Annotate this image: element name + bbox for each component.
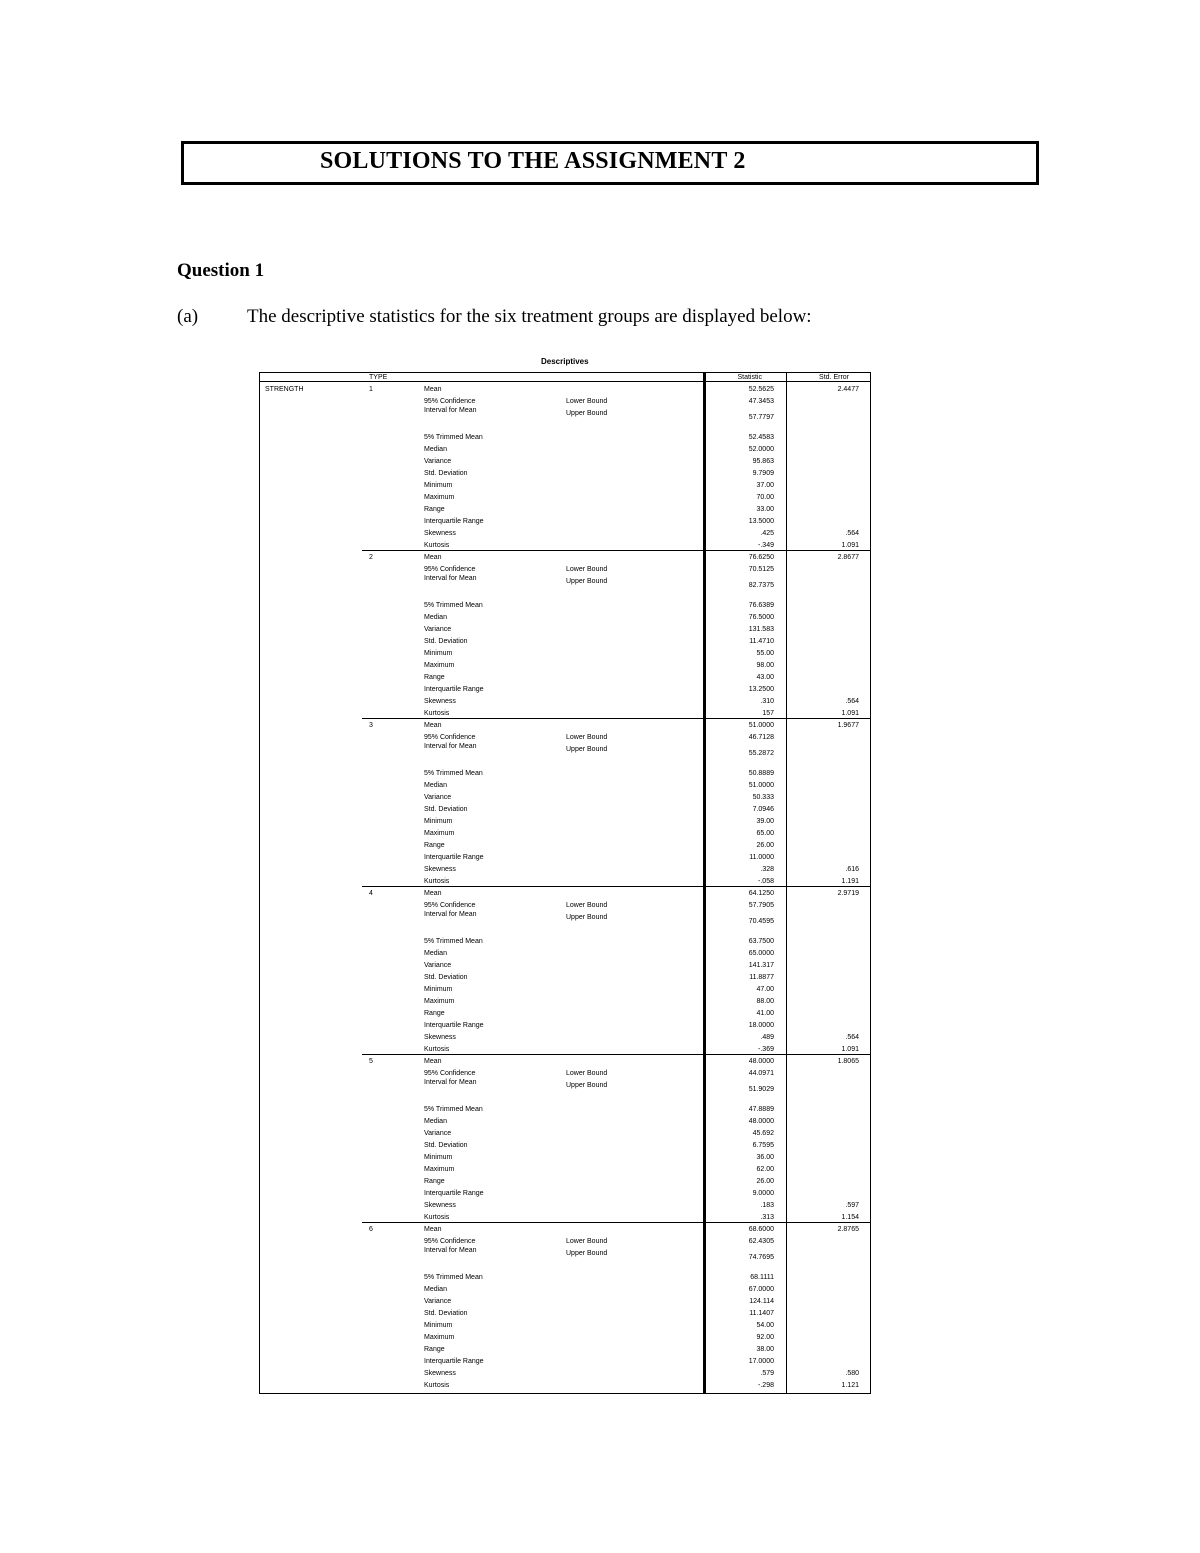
row-label: Interquartile Range bbox=[424, 1022, 484, 1029]
row-label: Mean bbox=[424, 386, 442, 393]
statistic-value: 11.1407 bbox=[749, 1310, 774, 1317]
upper-bound-label: Upper Bound bbox=[566, 1082, 608, 1089]
row-label: Median bbox=[424, 614, 447, 621]
lower-bound-label: Lower Bound bbox=[566, 734, 608, 741]
row-label: 95% Confidence bbox=[424, 1070, 476, 1077]
row-label: Mean bbox=[424, 890, 442, 897]
statistic-value: 47.8889 bbox=[748, 1106, 774, 1113]
statistic-value: 48.0000 bbox=[748, 1058, 774, 1065]
row-label: Median bbox=[424, 782, 447, 789]
row-label: 95% Confidence bbox=[424, 566, 476, 573]
statistic-value: 88.00 bbox=[756, 998, 774, 1005]
page-title: SOLUTIONS TO THE ASSIGNMENT 2 bbox=[320, 148, 746, 174]
row-label: Maximum bbox=[424, 830, 455, 837]
row-label: Range bbox=[424, 1178, 445, 1185]
statistic-value: 47.3453 bbox=[748, 398, 774, 405]
group-divider bbox=[362, 1054, 871, 1055]
stderr-value: .597 bbox=[845, 1202, 859, 1209]
statistic-value: 33.00 bbox=[756, 506, 774, 513]
statistic-value: 18.0000 bbox=[748, 1022, 774, 1029]
header-type: TYPE bbox=[369, 374, 388, 381]
row-label: Interval for Mean bbox=[424, 1079, 477, 1086]
statistic-value: 55.00 bbox=[756, 650, 774, 657]
group-type: 4 bbox=[369, 890, 373, 897]
statistic-value: .313 bbox=[760, 1214, 774, 1221]
header-statistic: Statistic bbox=[737, 374, 762, 381]
row-label: 5% Trimmed Mean bbox=[424, 434, 483, 441]
row-label: Interquartile Range bbox=[424, 1358, 484, 1365]
group-type: 6 bbox=[369, 1226, 373, 1233]
row-label: Maximum bbox=[424, 662, 455, 669]
group-divider bbox=[362, 886, 871, 887]
statistic-value: .489 bbox=[760, 1034, 774, 1041]
stderr-value: .564 bbox=[845, 1034, 859, 1041]
statistic-value: -.349 bbox=[758, 542, 774, 549]
row-label: Kurtosis bbox=[424, 1046, 450, 1053]
stderr-value: 1.091 bbox=[841, 542, 859, 549]
row-label: Skewness bbox=[424, 866, 456, 873]
statistic-value: 37.00 bbox=[756, 482, 774, 489]
statistic-value: 68.6000 bbox=[748, 1226, 774, 1233]
statistic-value: 65.0000 bbox=[748, 950, 774, 957]
statistic-value: 74.7695 bbox=[748, 1254, 774, 1261]
stderr-value: 1.9677 bbox=[837, 722, 859, 729]
row-label: Range bbox=[424, 506, 445, 513]
row-label: Range bbox=[424, 1010, 445, 1017]
title-box bbox=[181, 141, 1039, 185]
group-divider bbox=[362, 1222, 871, 1223]
row-label: Std. Deviation bbox=[424, 806, 468, 813]
statistic-value: 11.8877 bbox=[749, 974, 774, 981]
statistic-value: 11.0000 bbox=[749, 854, 774, 861]
statistic-value: 70.4595 bbox=[748, 918, 774, 925]
row-label: 95% Confidence bbox=[424, 734, 476, 741]
statistic-value: 141.317 bbox=[748, 962, 774, 969]
stderr-value: 1.154 bbox=[841, 1214, 859, 1221]
statistic-value: 65.00 bbox=[756, 830, 774, 837]
statistic-value: .328 bbox=[760, 866, 774, 873]
group-type: 5 bbox=[369, 1058, 373, 1065]
statistic-value: 7.0946 bbox=[752, 806, 774, 813]
statistic-value: .579 bbox=[760, 1370, 774, 1377]
statistic-value: 76.5000 bbox=[748, 614, 774, 621]
row-label: Minimum bbox=[424, 818, 453, 825]
row-label: Variance bbox=[424, 626, 452, 633]
statistic-value: 54.00 bbox=[756, 1322, 774, 1329]
row-label: Kurtosis bbox=[424, 1214, 450, 1221]
row-label: Std. Deviation bbox=[424, 1310, 468, 1317]
statistic-value: 62.4305 bbox=[748, 1238, 774, 1245]
stderr-value: 1.121 bbox=[841, 1382, 859, 1389]
group-type: 2 bbox=[369, 554, 373, 561]
row-label: Interquartile Range bbox=[424, 686, 484, 693]
statistic-value: 67.0000 bbox=[748, 1286, 774, 1293]
row-label: 5% Trimmed Mean bbox=[424, 602, 483, 609]
statistic-value: 52.4583 bbox=[748, 434, 774, 441]
statistic-value: 44.0971 bbox=[748, 1070, 774, 1077]
descriptives-table bbox=[259, 372, 871, 1394]
stderr-value: .616 bbox=[845, 866, 859, 873]
lower-bound-label: Lower Bound bbox=[566, 1070, 608, 1077]
lower-bound-label: Lower Bound bbox=[566, 566, 608, 573]
row-label: Maximum bbox=[424, 998, 455, 1005]
statistic-value: .425 bbox=[760, 530, 774, 537]
statistic-value: 41.00 bbox=[756, 1010, 774, 1017]
row-label: Mean bbox=[424, 722, 442, 729]
statistic-value: .310 bbox=[760, 698, 774, 705]
part-label: (a) bbox=[177, 306, 199, 327]
row-label: Kurtosis bbox=[424, 710, 450, 717]
statistic-value: 17.0000 bbox=[748, 1358, 774, 1365]
statistic-value: 63.7500 bbox=[748, 938, 774, 945]
table-caption: Descriptives bbox=[541, 357, 589, 366]
row-label: Maximum bbox=[424, 494, 455, 501]
row-label: Median bbox=[424, 446, 447, 453]
statistic-value: 26.00 bbox=[756, 842, 774, 849]
statistic-value: 52.5625 bbox=[748, 386, 774, 393]
row-label: Kurtosis bbox=[424, 878, 450, 885]
statistic-value: 82.7375 bbox=[748, 582, 774, 589]
statistic-value: -.369 bbox=[758, 1046, 774, 1053]
row-label: 5% Trimmed Mean bbox=[424, 770, 483, 777]
statistic-value: 46.7128 bbox=[748, 734, 774, 741]
statistic-value: 48.0000 bbox=[748, 1118, 774, 1125]
group-divider bbox=[362, 550, 871, 551]
statistic-value: 70.00 bbox=[756, 494, 774, 501]
row-label: Minimum bbox=[424, 650, 453, 657]
upper-bound-label: Upper Bound bbox=[566, 746, 608, 753]
row-label: Std. Deviation bbox=[424, 974, 468, 981]
row-label: Std. Deviation bbox=[424, 638, 468, 645]
statistic-value: 51.0000 bbox=[748, 782, 774, 789]
variable-label: STRENGTH bbox=[265, 386, 304, 393]
row-label: Variance bbox=[424, 1130, 452, 1137]
row-label: Interquartile Range bbox=[424, 854, 484, 861]
stderr-value: 1.191 bbox=[841, 878, 859, 885]
row-label: Interquartile Range bbox=[424, 518, 484, 525]
row-label: Variance bbox=[424, 962, 452, 969]
upper-bound-label: Upper Bound bbox=[566, 578, 608, 585]
stderr-value: 1.091 bbox=[841, 710, 859, 717]
upper-bound-label: Upper Bound bbox=[566, 1250, 608, 1257]
row-label: Interquartile Range bbox=[424, 1190, 484, 1197]
row-label: Variance bbox=[424, 794, 452, 801]
statistic-value: 9.0000 bbox=[752, 1190, 774, 1197]
row-label: Range bbox=[424, 674, 445, 681]
statistic-value: 50.333 bbox=[752, 794, 774, 801]
row-label: Mean bbox=[424, 554, 442, 561]
row-label: Interval for Mean bbox=[424, 743, 477, 750]
statistic-value: 131.583 bbox=[748, 626, 774, 633]
stderr-value: .564 bbox=[845, 698, 859, 705]
lower-bound-label: Lower Bound bbox=[566, 902, 608, 909]
row-label: Interval for Mean bbox=[424, 407, 477, 414]
statistic-value: 13.2500 bbox=[748, 686, 774, 693]
row-label: Interval for Mean bbox=[424, 1247, 477, 1254]
statistic-value: 39.00 bbox=[756, 818, 774, 825]
statistic-value: 57.7905 bbox=[748, 902, 774, 909]
statistic-value: 95.863 bbox=[752, 458, 774, 465]
header-stderr: Std. Error bbox=[819, 374, 849, 381]
row-label: Skewness bbox=[424, 1034, 456, 1041]
row-label: Median bbox=[424, 1118, 447, 1125]
statistic-value: 124.114 bbox=[749, 1298, 774, 1305]
row-label: 95% Confidence bbox=[424, 398, 476, 405]
statistic-value: 57.7797 bbox=[748, 414, 774, 421]
statistic-value: 76.6250 bbox=[748, 554, 774, 561]
statistic-value: 47.00 bbox=[756, 986, 774, 993]
row-label: 95% Confidence bbox=[424, 1238, 476, 1245]
row-label: Range bbox=[424, 842, 445, 849]
row-label: Skewness bbox=[424, 530, 456, 537]
stderr-value: .564 bbox=[845, 530, 859, 537]
upper-bound-label: Upper Bound bbox=[566, 914, 608, 921]
statistic-value: .183 bbox=[760, 1202, 774, 1209]
row-label: Std. Deviation bbox=[424, 1142, 468, 1149]
statistic-value: 26.00 bbox=[756, 1178, 774, 1185]
row-label: 5% Trimmed Mean bbox=[424, 938, 483, 945]
statistic-value: 62.00 bbox=[756, 1166, 774, 1173]
row-label: Interval for Mean bbox=[424, 911, 477, 918]
statistic-value: 50.8889 bbox=[748, 770, 774, 777]
statistic-value: 11.4710 bbox=[749, 638, 774, 645]
statistic-value: 45.692 bbox=[752, 1130, 774, 1137]
row-label: Median bbox=[424, 950, 447, 957]
row-label: 5% Trimmed Mean bbox=[424, 1274, 483, 1281]
statistic-value: 38.00 bbox=[756, 1346, 774, 1353]
lower-bound-label: Lower Bound bbox=[566, 1238, 608, 1245]
row-label: Minimum bbox=[424, 986, 453, 993]
row-label: Maximum bbox=[424, 1334, 455, 1341]
statistic-value: 157 bbox=[762, 710, 774, 717]
row-label: Minimum bbox=[424, 1322, 453, 1329]
stderr-value: 1.8065 bbox=[837, 1058, 859, 1065]
statistic-value: 13.5000 bbox=[748, 518, 774, 525]
statistic-value: 51.0000 bbox=[748, 722, 774, 729]
statistic-value: 98.00 bbox=[756, 662, 774, 669]
statistic-value: 43.00 bbox=[756, 674, 774, 681]
statistic-value: 6.7595 bbox=[752, 1142, 774, 1149]
stderr-value: .580 bbox=[845, 1370, 859, 1377]
stderr-value: 2.9719 bbox=[837, 890, 859, 897]
row-label: Range bbox=[424, 1346, 445, 1353]
row-label: Skewness bbox=[424, 1370, 456, 1377]
statistic-value: 9.7909 bbox=[752, 470, 774, 477]
statistic-value: 76.6389 bbox=[748, 602, 774, 609]
statistic-value: 70.5125 bbox=[748, 566, 774, 573]
row-label: Minimum bbox=[424, 482, 453, 489]
row-label: Skewness bbox=[424, 1202, 456, 1209]
part-text: The descriptive statistics for the six treatment groups are displayed below: bbox=[247, 306, 812, 327]
stderr-value: 2.8765 bbox=[837, 1226, 859, 1233]
row-label: Kurtosis bbox=[424, 542, 450, 549]
statistic-value: -.298 bbox=[758, 1382, 774, 1389]
statistic-value: -.058 bbox=[758, 878, 774, 885]
row-label: Interval for Mean bbox=[424, 575, 477, 582]
table-frame bbox=[259, 372, 871, 1394]
row-label: Median bbox=[424, 1286, 447, 1293]
row-label: Skewness bbox=[424, 698, 456, 705]
group-type: 3 bbox=[369, 722, 373, 729]
statistic-value: 55.2872 bbox=[748, 750, 774, 757]
row-label: 5% Trimmed Mean bbox=[424, 1106, 483, 1113]
row-label: Kurtosis bbox=[424, 1382, 450, 1389]
row-label: Variance bbox=[424, 458, 452, 465]
statistic-value: 51.9029 bbox=[748, 1086, 774, 1093]
row-label: Minimum bbox=[424, 1154, 453, 1161]
row-label: Maximum bbox=[424, 1166, 455, 1173]
lower-bound-label: Lower Bound bbox=[566, 398, 608, 405]
statistic-value: 64.1250 bbox=[748, 890, 774, 897]
row-label: Mean bbox=[424, 1226, 442, 1233]
statistic-value: 52.0000 bbox=[748, 446, 774, 453]
upper-bound-label: Upper Bound bbox=[566, 410, 608, 417]
statistic-value: 36.00 bbox=[756, 1154, 774, 1161]
header-divider bbox=[259, 381, 871, 382]
group-divider bbox=[362, 718, 871, 719]
stderr-value: 2.8677 bbox=[837, 554, 859, 561]
statistic-value: 68.1111 bbox=[750, 1274, 774, 1281]
question-heading: Question 1 bbox=[177, 260, 265, 281]
statistic-value: 92.00 bbox=[756, 1334, 774, 1341]
stderr-value: 2.4477 bbox=[837, 386, 859, 393]
row-label: Mean bbox=[424, 1058, 442, 1065]
group-type: 1 bbox=[369, 386, 373, 393]
stderr-value: 1.091 bbox=[841, 1046, 859, 1053]
row-label: 95% Confidence bbox=[424, 902, 476, 909]
row-label: Variance bbox=[424, 1298, 452, 1305]
row-label: Std. Deviation bbox=[424, 470, 468, 477]
